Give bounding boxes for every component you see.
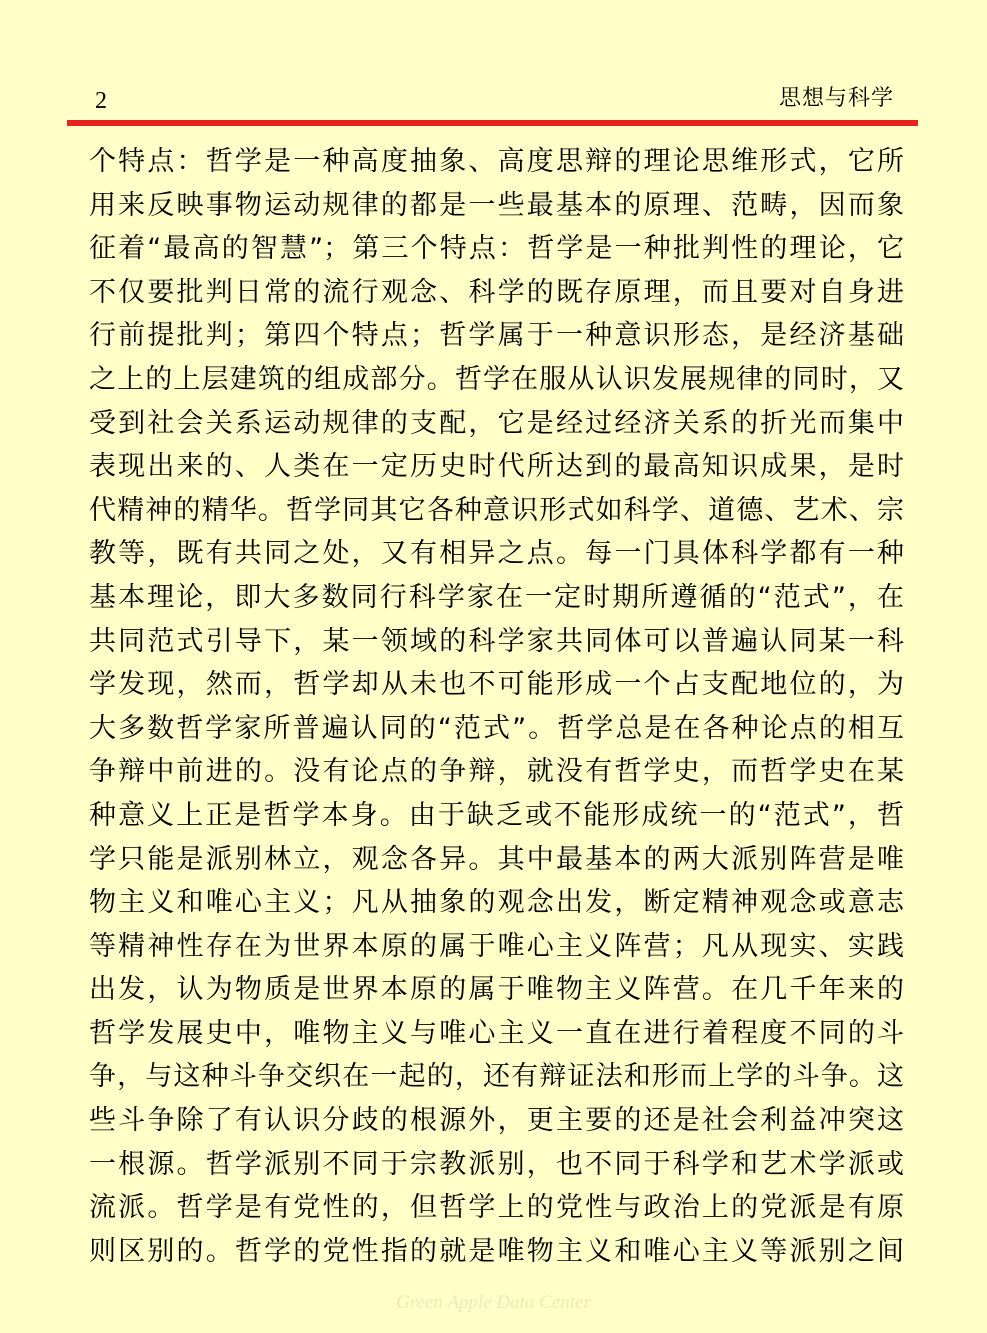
body-line: 物主义和唯心主义；凡从抽象的观念出发，断定精神观念或意志: [89, 887, 904, 919]
body-line: 征着“最高的智慧”；第三个特点：哲学是一种批判性的理论，它: [89, 233, 904, 265]
body-line: 则区别的。哲学的党性指的就是唯物主义和唯心主义等派别之间: [89, 1235, 904, 1267]
body-line: 共同范式引导下，某一领域的科学家共同体可以普遍认同某一科: [89, 625, 904, 657]
body-line: 出发，认为物质是世界本原的属于唯物主义阵营。在几千年来的: [89, 974, 904, 1006]
body-line: 一根源。哲学派别不同于宗教派别，也不同于科学和艺术学派或: [89, 1148, 904, 1180]
body-line: 学发现，然而，哲学却从未也不可能形成一个占支配地位的，为: [89, 669, 904, 701]
body-line: 大多数哲学家所普遍认同的“范式”。哲学总是在各种论点的相互: [89, 712, 904, 744]
body-line: 代精神的精华。哲学同其它各种意识形式如科学、道德、艺术、宗: [89, 494, 904, 526]
body-line: 些斗争除了有认识分歧的根源外，更主要的还是社会利益冲突这: [89, 1105, 904, 1137]
body-line: 哲学发展史中，唯物主义与唯心主义一直在进行着程度不同的斗: [89, 1017, 904, 1049]
body-line: 用来反映事物运动规律的都是一些最基本的原理、范畴，因而象: [89, 189, 904, 221]
page-number: 2: [95, 88, 107, 114]
body-line: 个特点：哲学是一种高度抽象、高度思辩的理论思维形式，它所: [89, 146, 904, 177]
body-line: 表现出来的、人类在一定历史时代所达到的最高知识成果，是时: [89, 451, 904, 483]
body-line: 流派。哲学是有党性的，但哲学上的党性与政治上的党派是有原: [89, 1192, 904, 1224]
body-line: 教等，既有共同之处，又有相异之点。每一门具体科学都有一种: [89, 538, 904, 570]
header-rule: [67, 120, 918, 126]
body-line: 受到社会关系运动规律的支配，它是经过经济关系的折光而集中: [89, 407, 904, 439]
body-line: 种意义上正是哲学本身。由于缺乏或不能形成统一的“范式”，哲: [89, 799, 904, 831]
body-line: 不仅要批判日常的流行观念、科学的既存原理，而且要对自身进: [89, 276, 904, 308]
body-line: 争辩中前进的。没有论点的争辩，就没有哲学史，而哲学史在某: [89, 756, 904, 788]
body-line: 行前提批判；第四个特点；哲学属于一种意识形态，是经济基础: [89, 320, 904, 352]
body-line: 争，与这种斗争交织在一起的，还有辩证法和形而上学的斗争。这: [89, 1061, 904, 1093]
body-line: 等精神性存在为世界本原的属于唯心主义阵营；凡从现实、实践: [89, 930, 904, 962]
body-line: 学只能是派别林立，观念各异。其中最基本的两大派别阵营是唯: [89, 843, 904, 875]
body-line: 之上的上层建筑的组成部分。哲学在服从认识发展规律的同时，又: [89, 363, 904, 395]
watermark: Green Apple Data Center: [396, 1292, 591, 1313]
running-header-title: 思想与科学: [778, 86, 894, 111]
body-line: 基本理论，即大多数同行科学家在一定时期所遵循的“范式”，在: [89, 581, 904, 613]
body-text: [89, 140, 904, 1273]
